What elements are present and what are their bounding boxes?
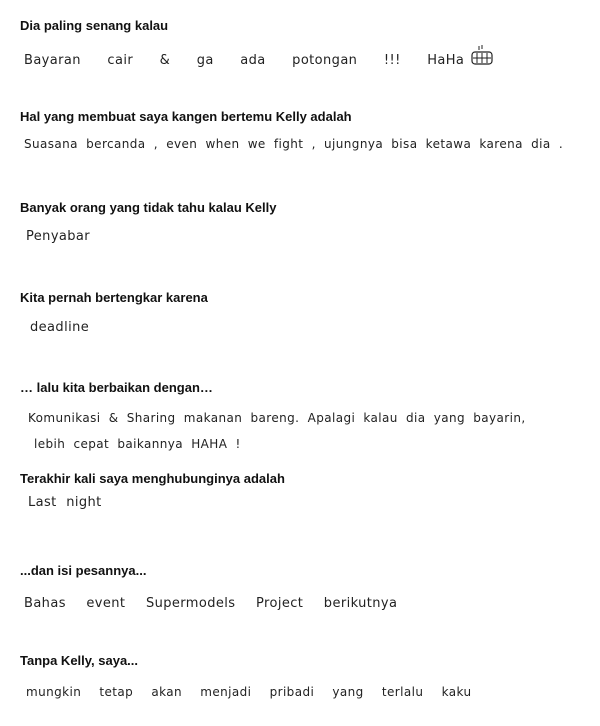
- answer-line: Last night: [28, 495, 102, 510]
- answer-line: Komunikasi & Sharing makanan bareng. Apalagi kalau dia yang bayarin,: [28, 411, 526, 425]
- answer-line: [24, 44, 590, 72]
- prompt-question: Tanpa Kelly, saya...: [20, 653, 139, 668]
- prompt-1: [20, 18, 590, 72]
- prompt-2: [20, 109, 590, 153]
- prompt-answer: [20, 595, 590, 613]
- answer-text: Bayaran cair & ga ada potongan !!! HaHa: [24, 53, 465, 68]
- prompt-question: Kita pernah bertengkar karena: [20, 290, 208, 305]
- answer-line: Bahas event Supermodels Project berikutnya: [24, 596, 398, 611]
- prompt-question: Hal yang membuat saya kangen bertemu Kelly adalah: [20, 109, 352, 124]
- prompt-answer: [20, 494, 590, 512]
- prompt-question: ...dan isi pesannya...: [20, 563, 147, 578]
- prompt-8: [20, 653, 590, 701]
- prompt-7: [20, 563, 590, 613]
- answer-line: lebih cepat baikannya HAHA !: [34, 437, 241, 451]
- laughing-face-doodle-icon: [470, 44, 494, 72]
- prompt-answer: [20, 319, 590, 337]
- answer-line: deadline: [30, 320, 90, 335]
- prompt-4: [20, 290, 590, 337]
- answer-line: Suasana bercanda , even when we fight , ujungnya bisa ketawa karena dia .: [24, 137, 564, 151]
- prompt-answer: [20, 44, 590, 72]
- prompt-6: [20, 471, 590, 512]
- prompt-question: Banyak orang yang tidak tahu kalau Kelly: [20, 200, 277, 215]
- answer-line: mungkin tetap akan menjadi pribadi yang terlalu kaku: [26, 685, 472, 699]
- prompt-answer: [20, 683, 590, 701]
- prompt-3: [20, 200, 590, 246]
- prompt-answer: [20, 409, 590, 453]
- prompt-answer: [20, 135, 590, 153]
- prompt-5: [20, 380, 590, 453]
- answer-line: Penyabar: [26, 229, 91, 244]
- prompt-question: Terakhir kali saya menghubunginya adalah: [20, 471, 285, 486]
- prompt-question: Dia paling senang kalau: [20, 18, 169, 33]
- prompt-answer: [20, 228, 590, 246]
- prompt-question: … lalu kita berbaikan dengan…: [20, 380, 213, 395]
